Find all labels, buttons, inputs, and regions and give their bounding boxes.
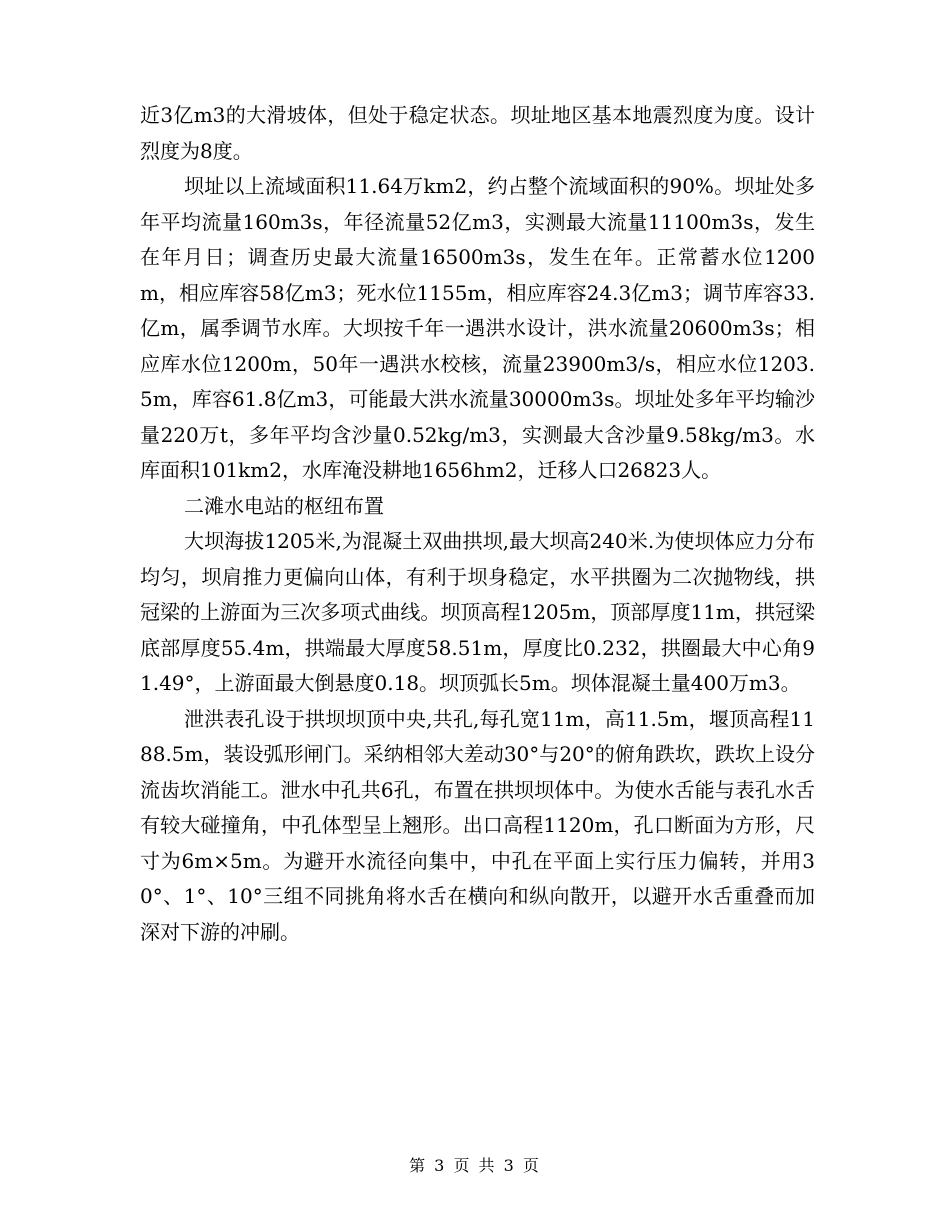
paragraph-3: 大坝海拔1205米,为混凝土双曲拱坝,最大坝高240米.为使坝体应力分布均匀，坝肩推力更偏向山体，有利于坝身稳定，水平拱圈为二次抛物线，拱冠梁的上游面为三次多项式曲线。坝顶高程1205m，顶部厚度11m，拱冠梁底部厚度55.4m，拱端最大厚度58.51m，厚度比0.232，拱圈最大中心角91.49°，上游面最大倒悬度0.18。坝顶弧长5m。坝体混凝土量400万m3。 xyxy=(140,529,815,695)
page-footer: 第 3 页 共 3 页 xyxy=(409,1156,541,1175)
paragraph-1: 近3亿m3的大滑坡体，但处于稳定状态。坝址地区基本地震烈度为度。设计烈度为8度。 xyxy=(140,103,815,163)
paragraph-4: 泄洪表孔设于拱坝坝顶中央,共孔,每孔宽11m，高11.5m，堰顶高程1188.5m，装设弧形闸门。采纳相邻大差动30°与20°的俯角跌坎，跌坎上设分流齿坎消能工。泄水中孔共6孔，布置在拱坝坝体中。为使水舌能与表孔水舌有较大碰撞角，中孔体型呈上翘形。出口高程1120m，孔口断面为方形，尺寸为6m×5m。为避开水流径向集中，中孔在平面上实行压力偏转，并用30°、1°、10°三组不同挑角将水舌在横向和纵向散开，以避开水舌重叠而加深对下游的冲刷。 xyxy=(140,706,815,944)
document-body xyxy=(140,98,815,950)
paragraph-2: 坝址以上流域面积11.64万km2，约占整个流域面积的90%。坝址处多年平均流量160m3s，年径流量52亿m3，实测最大流量11100m3s，发生在年月日；调查历史最大流量16500m3s，发生在年。正常蓄水位1200m，相应库容58亿m3；死水位1155m，相应库容24.3亿m3；调节库容33.亿m，属季调节水库。大坝按千年一遇洪水设计，洪水流量20600m3s；相应库水位1200m，50年一遇洪水校核，流量23900m3/s，相应水位1203.5m，库容61.8亿m3，可能最大洪水流量30000m3s。坝址处多年平均输沙量220万t，多年平均含沙量0.52kg/m3，实测最大含沙量9.58kg/m3。水库面积101km2，水库淹没耕地1656hm2，迁移人口26823人。 xyxy=(140,174,815,482)
section-heading: 二滩水电站的枢纽布置 xyxy=(184,493,384,518)
